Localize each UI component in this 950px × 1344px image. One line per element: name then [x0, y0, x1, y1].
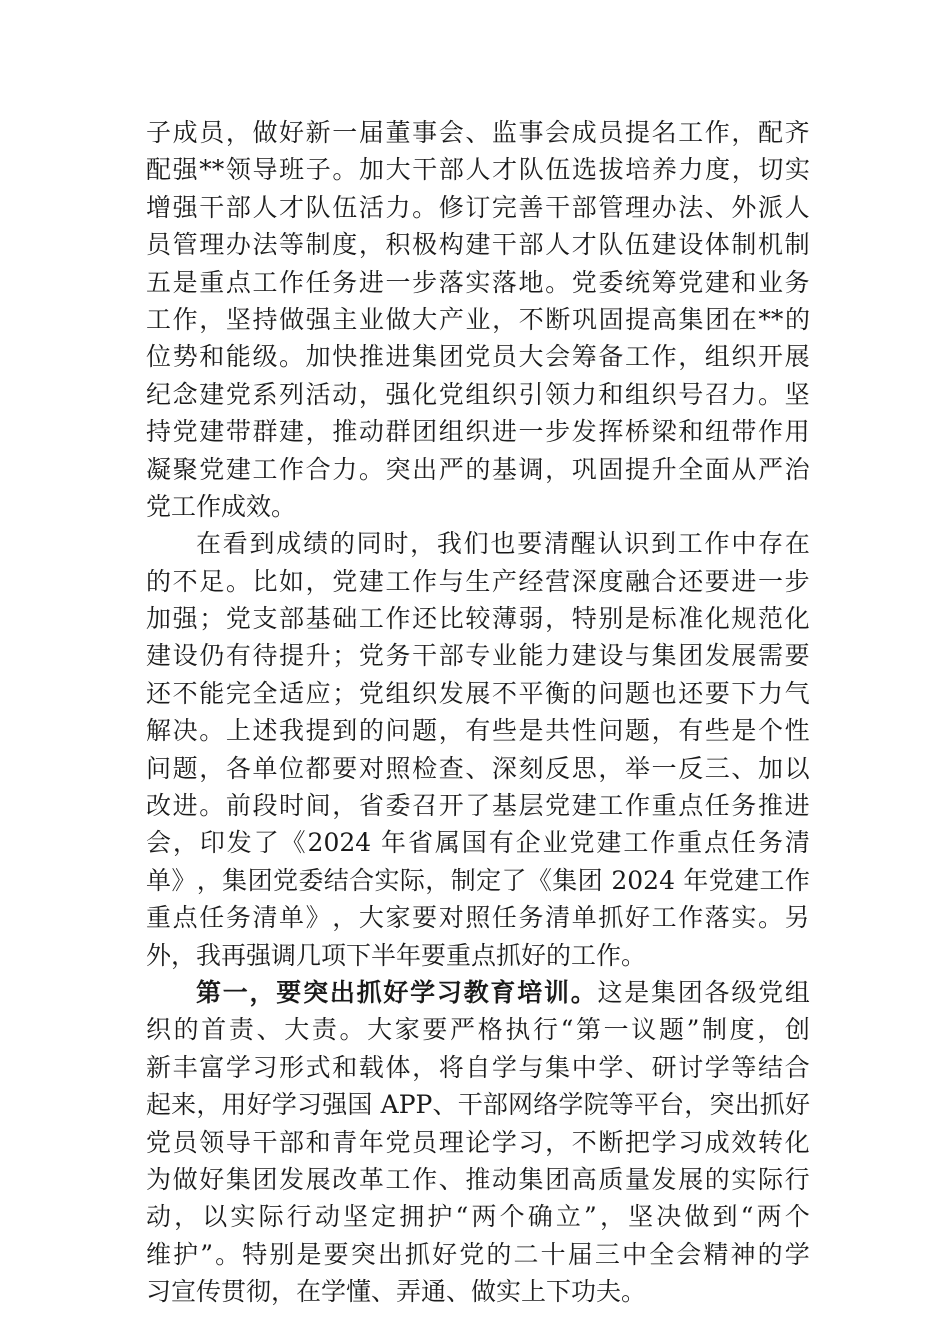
text-line — [146, 1086, 810, 1123]
text-line — [146, 151, 810, 188]
text-line — [146, 787, 810, 824]
line-text: 起来，用好学习强国 APP、干部网络学院等平台，突出抓好 — [146, 1090, 810, 1120]
text-line — [146, 1198, 810, 1235]
line-text: 维护”。特别是要突出抓好党的二十届三中全会精神的学 — [146, 1239, 810, 1269]
line-text: 会，印发了《2024 年省属国有企业党建工作重点任务清 — [146, 828, 810, 858]
line-text: 党工作成效。 — [146, 491, 297, 521]
text-line — [146, 563, 810, 600]
text-line — [146, 488, 810, 525]
line-text: 纪念建党系列活动，强化党组织引领力和组织号召力。坚 — [146, 379, 810, 409]
text-line — [146, 376, 810, 413]
line-text: 配强**领导班子。加大干部人才队伍选拔培养力度，切实 — [146, 155, 810, 185]
line-text: 解决。上述我提到的问题，有些是共性问题，有些是个性 — [146, 716, 810, 746]
line-text: 问题，各单位都要对照检查、深刻反思，举一反三、加以 — [146, 753, 810, 783]
text-line — [146, 226, 810, 263]
text-line — [146, 525, 810, 562]
line-text: 还不能完全适应；党组织发展不平衡的问题也还要下力气 — [146, 678, 810, 708]
text-line — [146, 750, 810, 787]
text-line — [146, 451, 810, 488]
line-text: 外，我再强调几项下半年要重点抓好的工作。 — [146, 940, 647, 970]
text-line — [146, 712, 810, 749]
text-line — [146, 114, 810, 151]
text-line — [146, 1124, 810, 1161]
text-line — [146, 1273, 810, 1310]
line-text: 工作，坚持做强主业做大产业，不断巩固提高集团在**的 — [146, 304, 810, 334]
line-text: 动，以实际行动坚定拥护“两个确立”，坚决做到“两个 — [146, 1202, 810, 1232]
line-text: 新丰富学习形式和载体，将自学与集中学、研讨学等结合 — [146, 1052, 810, 1082]
text-line — [146, 937, 810, 974]
line-text: 为做好集团发展改革工作、推动集团高质量发展的实际行 — [146, 1164, 810, 1194]
line-text: 增强干部人才队伍活力。修订完善干部管理办法、外派人 — [146, 192, 810, 222]
text-line — [146, 675, 810, 712]
text-line — [146, 1049, 810, 1086]
line-text: 持党建带群建，推动群团组织进一步发挥桥梁和纽带作用 — [146, 417, 810, 447]
line-text: 单》，集团党委结合实际，制定了《集团 2024 年党建工作 — [146, 865, 810, 895]
line-text: 重点任务清单》，大家要对照任务清单抓好工作落实。另 — [146, 903, 810, 933]
line-text: 位势和能级。加快推进集团党员大会筹备工作，组织开展 — [146, 342, 810, 372]
line-text: 员管理办法等制度，积极构建干部人才队伍建设体制机制 — [146, 230, 810, 260]
line-text: 凝聚党建工作合力。突出严的基调，巩固提升全面从严治 — [146, 454, 810, 484]
line-text: 在看到成绩的同时，我们也要清醒认识到工作中存在 — [196, 529, 810, 559]
text-line — [146, 862, 810, 899]
line-text: 习宣传贯彻，在学懂、弄通、做实上下功夫。 — [146, 1277, 647, 1307]
line-text: 党员领导干部和青年党员理论学习，不断把学习成效转化 — [146, 1127, 810, 1157]
text-line — [146, 899, 810, 936]
line-text: 加强；党支部基础工作还比较薄弱，特别是标准化规范化 — [146, 604, 810, 634]
document-body — [146, 114, 810, 1311]
text-line — [146, 637, 810, 674]
line-text: 五是重点工作任务进一步落实落地。党委统筹党建和业务 — [146, 267, 810, 297]
text-line — [146, 1011, 810, 1048]
text-line — [146, 1161, 810, 1198]
text-line — [146, 413, 810, 450]
line-text: 子成员，做好新一届董事会、监事会成员提名工作，配齐 — [146, 118, 810, 147]
text-line — [146, 338, 810, 375]
text-line — [146, 264, 810, 301]
text-line — [146, 301, 810, 338]
text-line — [146, 189, 810, 226]
line-text: 的不足。比如，党建工作与生产经营深度融合还要进一步 — [146, 566, 810, 596]
bold-heading: 第一，要突出抓好学习教育培训。 — [196, 977, 598, 1007]
line-text: 建设仍有待提升；党务干部专业能力建设与集团发展需要 — [146, 641, 810, 671]
text-line — [146, 974, 810, 1011]
text-line — [146, 1236, 810, 1273]
line-text: 这是集团各级党组 — [597, 977, 810, 1007]
line-text: 织的首责、大责。大家要严格执行“第一议题”制度，创 — [146, 1015, 810, 1045]
text-line — [146, 600, 810, 637]
line-text: 改进。前段时间，省委召开了基层党建工作重点任务推进 — [146, 791, 810, 821]
text-line — [146, 824, 810, 861]
